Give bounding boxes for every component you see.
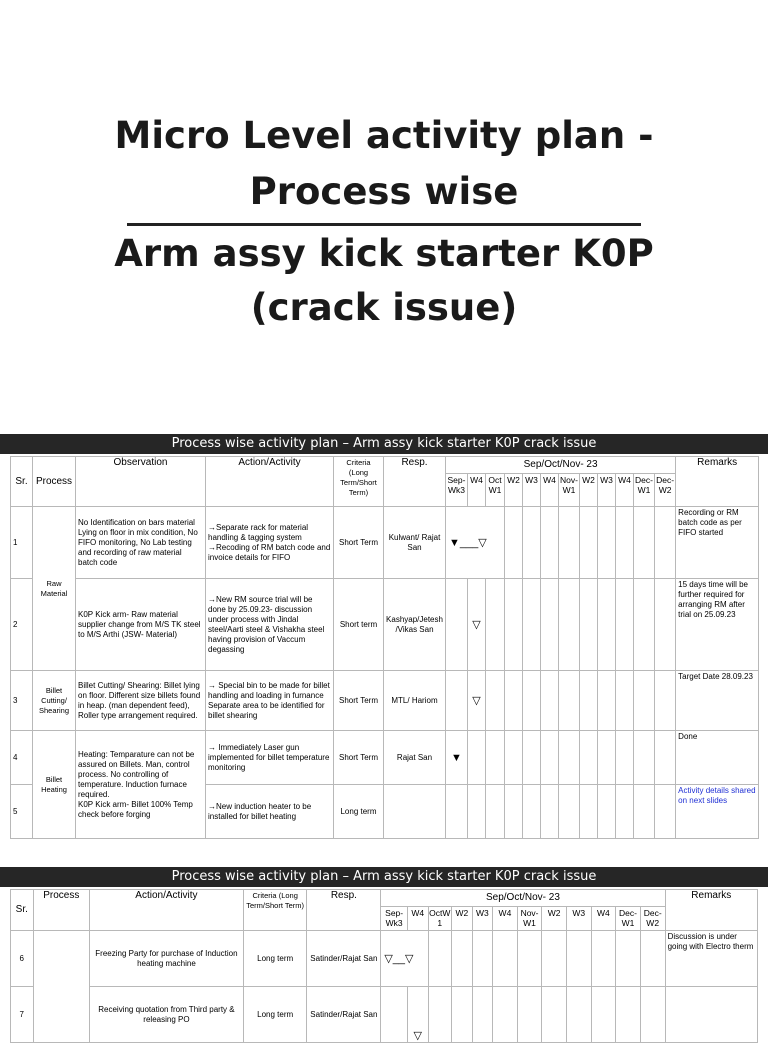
header-criteria: Criteria (Long Term/Short Term) [334, 457, 384, 507]
row-remarks: Target Date 28.09.23 [676, 671, 759, 731]
row-schedule-marks: ▽ [468, 579, 486, 671]
header-remarks: Remarks [676, 457, 759, 507]
week-header: Nov-W1 [517, 907, 542, 931]
week-header: W3 [523, 474, 541, 507]
header-remarks: Remarks [665, 890, 757, 931]
row-remarks [665, 987, 757, 1043]
week-header: W2 [580, 474, 598, 507]
process-cell [33, 931, 89, 1043]
week-header: W2 [452, 907, 473, 931]
row-action: →Separate rack for material handling & tagging system →Recoding of RM batch code and invoice details for FIFO [206, 507, 334, 579]
header-process: Process [33, 890, 89, 931]
week-header: Dec-W1 [616, 907, 641, 931]
row-action: → Special bin to be made for billet handling and loading in furnance Separate area to be identified for billet shearing [206, 671, 334, 731]
table-row [11, 579, 759, 671]
observation-line: K0P Kick arm- Billet 100% Temp check before forging [78, 799, 193, 819]
row-action: → Immediately Laser gun implemented for billet temperature monitoring [206, 731, 334, 785]
week-header: W2 [505, 474, 523, 507]
week-header: Dec-W1 [634, 474, 655, 507]
row-sr: 1 [11, 507, 33, 579]
process-group: Billet Heating [33, 731, 76, 839]
table-row [11, 507, 759, 579]
title-line-3: Arm assy kick starter K0P [114, 232, 654, 275]
activity-table-1 [10, 456, 759, 839]
header-action: Action/Activity [206, 457, 334, 507]
row-action: →New induction heater to be installed for billet heating [206, 785, 334, 839]
week-header: Sep-Wk3 [381, 907, 408, 931]
week-header: Sep-Wk3 [446, 474, 468, 507]
table2-banner: Process wise activity plan – Arm assy kick starter K0P crack issue [0, 867, 768, 887]
row-resp: Kashyap/Jetesh /Vikas San [384, 579, 446, 671]
row-action: Freezing Party for purchase of Induction heating machine [89, 931, 243, 987]
row-remarks: 15 days time will be further required for arranging RM after trial on 25.09.23 [676, 579, 759, 671]
week-header: Oct W1 [486, 474, 505, 507]
row-observation: Billet Cutting/ Shearing: Billet lying on floor. Different size billets found in heap. (man dependent feed), Roller type arrangement required. [76, 671, 206, 731]
header-resp: Resp. [384, 457, 446, 507]
row-sr: 7 [11, 987, 34, 1043]
row-criteria: Short Term [334, 731, 384, 785]
table1-banner: Process wise activity plan – Arm assy kick starter K0P crack issue [0, 434, 768, 454]
row-criteria: Short term [334, 579, 384, 671]
header-observation: Observation [76, 457, 206, 507]
row-observation [76, 731, 206, 839]
title-line-1: Micro Level activity plan - [114, 114, 654, 157]
process-group: Raw Material [33, 507, 76, 671]
row-observation: K0P Kick arm- Raw material supplier change from M/S TK steel to M/S Arthi (JSW- Material) [76, 579, 206, 671]
row-remarks: Discussion is under going with Electro therm [665, 931, 757, 987]
row-criteria: Long term [243, 931, 307, 987]
header-criteria: Criteria (Long Term/Short Term) [243, 890, 307, 931]
observation-line: Heating: Temparature can not be assured on Billets. Man, control process. No controlling of temperature. Induction furnace required. [78, 749, 195, 799]
week-header: W3 [598, 474, 616, 507]
week-header: W4 [493, 907, 518, 931]
header-period: Sep/Oct/Nov- 23 [381, 890, 665, 907]
header-action: Action/Activity [89, 890, 243, 931]
row-action: →New RM source trial will be done by 25.09.23- discussion under process with Jindal steel/Aarti steel & Vishakha steel having provision of Vaccum degassing [206, 579, 334, 671]
row-remarks: Recording or RM batch code as per FIFO started [676, 507, 759, 579]
week-header: W2 [542, 907, 567, 931]
process-group: Billet Cutting/ Shearing [33, 671, 76, 731]
header-process: Process [33, 457, 76, 507]
row-observation: No Identification on bars material Lying on floor in mix condition, No FIFO monitoring, No Lab testing and recording of raw material batch code [76, 507, 206, 579]
week-header: W4 [468, 474, 486, 507]
row-resp [384, 785, 446, 839]
week-header: W3 [472, 907, 493, 931]
title-line-2: Process wise [249, 170, 519, 213]
activity-table-2 [10, 889, 758, 1043]
row-criteria: Long term [243, 987, 307, 1043]
table-row [11, 931, 758, 987]
row-schedule-marks: ▽__▽ [381, 931, 428, 987]
row-schedule-marks: ▼ [446, 731, 468, 785]
header-resp: Resp. [307, 890, 381, 931]
week-header: Dec-W2 [655, 474, 676, 507]
row-action: Receiving quotation from Third party & releasing PO [89, 987, 243, 1043]
row-criteria: Short Term [334, 671, 384, 731]
row-schedule-marks: ▽ [407, 987, 428, 1043]
row-schedule-marks: ▽ [468, 671, 486, 731]
row-resp: Satinder/Rajat San [307, 931, 381, 987]
week-header: W3 [566, 907, 591, 931]
title-line-4: (crack issue) [250, 286, 518, 329]
week-header: OctW 1 [428, 907, 452, 931]
row-resp: Satinder/Rajat San [307, 987, 381, 1043]
row-resp: Rajat San [384, 731, 446, 785]
header-sr: Sr. [11, 890, 34, 931]
row-sr: 2 [11, 579, 33, 671]
week-header: W4 [541, 474, 559, 507]
week-header: W4 [616, 474, 634, 507]
row-resp: MTL/ Hariom [384, 671, 446, 731]
row-sr: 6 [11, 931, 34, 987]
header-period: Sep/Oct/Nov- 23 [446, 457, 676, 474]
week-header: Nov-W1 [559, 474, 580, 507]
row-schedule-marks: ▼___▽ [446, 507, 505, 579]
week-header: Dec-W2 [640, 907, 665, 931]
row-criteria: Long term [334, 785, 384, 839]
week-header: W4 [407, 907, 428, 931]
row-criteria: Short Term [334, 507, 384, 579]
table-row [11, 987, 758, 1043]
row-resp: Kulwant/ Rajat San [384, 507, 446, 579]
row-sr: 5 [11, 785, 33, 839]
table-row [11, 731, 759, 785]
table-row [11, 671, 759, 731]
header-sr: Sr. [11, 457, 33, 507]
row-remarks-link[interactable]: Activity details shared on next slides [676, 785, 759, 839]
week-header: W4 [591, 907, 616, 931]
row-remarks: Done [676, 731, 759, 785]
row-sr: 4 [11, 731, 33, 785]
row-sr: 3 [11, 671, 33, 731]
